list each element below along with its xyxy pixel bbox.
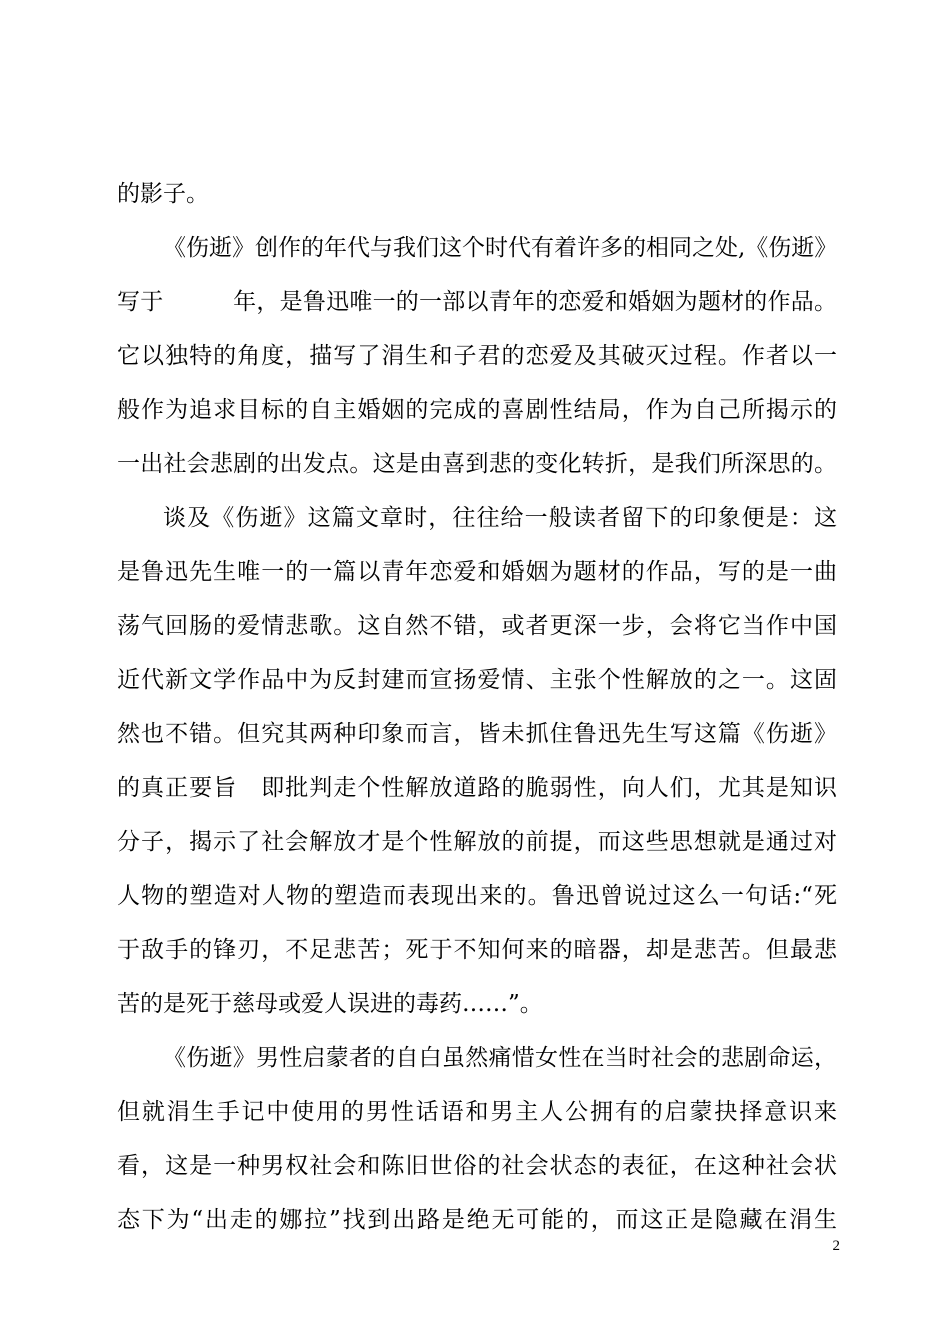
text-line-18: 但就涓生手记中使用的男性话语和男主人公拥有的启蒙抉择意识来 <box>117 1099 837 1125</box>
text-line-17: 《伤逝》男性启蒙者的自白虽然痛惜女性在当时社会的悲剧命运， <box>163 1045 837 1071</box>
text-line-8: 是鲁迅先生唯一的一篇以青年恋爱和婚姻为题材的作品，写的是一曲 <box>117 559 837 585</box>
text-line-16: 苦的是死于慈母或爱人误进的毒药……”。 <box>117 991 543 1017</box>
page-number: 2 <box>832 1238 840 1254</box>
text-line-7: 谈及《伤逝》这篇文章时，往往给一般读者留下的印象便是：这 <box>163 505 837 531</box>
text-line-1: 的影子。 <box>117 181 209 207</box>
text-line-2: 《伤逝》创作的年代与我们这个时代有着许多的相同之处,《伤逝》 <box>163 235 838 261</box>
text-line-12: 的真正要旨 即批判走个性解放道路的脆弱性，向人们，尤其是知识 <box>117 775 837 801</box>
text-line-6: 一出社会悲剧的出发点。这是由喜到悲的变化转折，是我们所深思的。 <box>117 451 837 477</box>
text-line-10: 近代新文学作品中为反封建而宣扬爱情、主张个性解放的之一。这固 <box>117 667 837 693</box>
text-line-11: 然也不错。但究其两种印象而言，皆未抓住鲁迅先生写这篇《伤逝》 <box>117 721 837 747</box>
text-line-4: 它以独特的角度，描写了涓生和子君的恋爱及其破灭过程。作者以一 <box>117 343 837 369</box>
text-line-14: 人物的塑造对人物的塑造而表现出来的。鲁迅曾说过这么一句话:“死 <box>117 883 837 909</box>
text-line-15: 于敌手的锋刃，不足悲苦；死于不知何来的暗器，却是悲苦。但最悲 <box>117 937 837 963</box>
text-line-9: 荡气回肠的爱情悲歌。这自然不错，或者更深一步，会将它当作中国 <box>117 613 837 639</box>
text-line-20: 态下为“出走的娜拉”找到出路是绝无可能的，而这正是隐藏在涓生 <box>117 1207 837 1233</box>
text-line-3: 写于 年，是鲁迅唯一的一部以青年的恋爱和婚姻为题材的作品。 <box>117 289 837 315</box>
text-line-19: 看，这是一种男权社会和陈旧世俗的社会状态的表征，在这种社会状 <box>117 1153 837 1179</box>
text-line-5: 般作为追求目标的自主婚姻的完成的喜剧性结局，作为自己所揭示的 <box>117 397 837 423</box>
text-line-13: 分子，揭示了社会解放才是个性解放的前提，而这些思想就是通过对 <box>117 829 837 855</box>
